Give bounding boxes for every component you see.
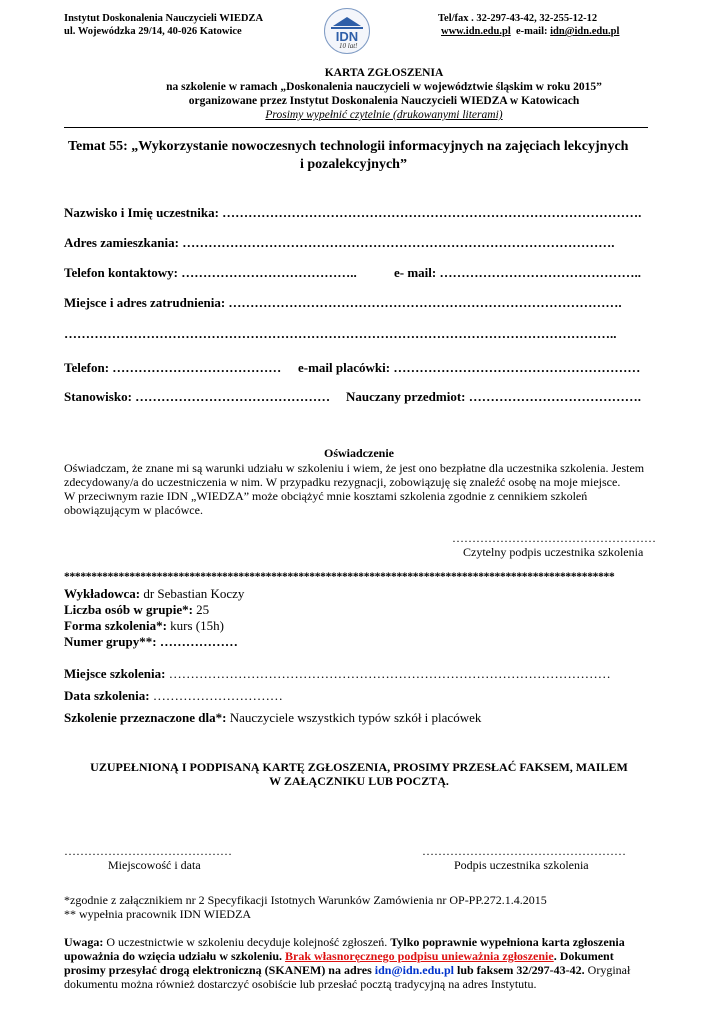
workplace-field[interactable]: Miejsce i adres zatrudnienia: ………………………………………………………………………………. (64, 295, 622, 310)
notice-text-2: Tylko poprawnie wypełniona karta zgłoszenia (390, 935, 625, 949)
title-divider (64, 127, 648, 128)
notice-text-1: O uczestnictwie w szkoleniu decyduje kolejność zgłoszeń. (103, 935, 391, 949)
people-label: Liczba osób w grupie*: (64, 602, 193, 617)
notice-text-8: lub faksem 32/297-43-42. (453, 963, 585, 977)
logo-text: IDN (335, 29, 359, 44)
place-row (64, 666, 611, 682)
email-field[interactable]: e- mail: ……………………………………….. (394, 265, 641, 280)
training-form-label: Forma szkolenia*: (64, 618, 167, 633)
notice-line-4: dokumentu można również dostarczyć osobiście lub przesłać pocztą tradycyjną na adres Instytutu. (64, 977, 537, 991)
group-value[interactable]: ……………… (156, 634, 238, 649)
position-field[interactable]: Stanowisko: ……………………………………… (64, 389, 331, 404)
place-value[interactable]: ………………………………………………………………………………………… (165, 666, 611, 681)
form-title: KARTA ZGŁOSZENIA (324, 67, 444, 79)
lecturer-row (64, 586, 244, 602)
group-row (64, 634, 238, 650)
roof-shape (331, 17, 363, 29)
title-line-1: na szkolenie w ramach „Doskonalenia nauczycieli w województwie śląskim w roku 2015” (166, 81, 602, 93)
star-separator: ***************************************************************************************************** (64, 571, 615, 583)
email-label: e-mail: (516, 26, 548, 37)
lecturer-label: Wykładowca: (64, 586, 141, 601)
email-link[interactable]: idn@idn.edu.pl (550, 26, 620, 37)
subject-field[interactable]: Nauczany przedmiot: …………………………………. (346, 389, 642, 404)
group-label: Numer grupy**: (64, 634, 157, 649)
declaration-line-2: zdecydowany/a do uczestniczenia w nim. W przypadku rezygnacji, zobowiązuję się znaleźć osobę na moje miejsce. (64, 475, 621, 489)
notice-line-2 (64, 949, 614, 964)
signature-dots[interactable]: …………………………………………… (452, 531, 656, 545)
title-line-2: organizowane przez Instytut Doskonalenia Nauczycieli WIEDZA w Katowicach (188, 95, 580, 107)
place-date-dots[interactable]: …………………………………… (64, 844, 232, 858)
declaration-line-1: Oświadczam, że znane mi są warunki udziału w szkoleniu i wiem, że jest ono bezpłatne dla uczestnika szkolenia. Jestem (64, 461, 645, 475)
topic-line-2: i pozalekcyjnych” (300, 157, 407, 172)
instruction-line-1: UZUPEŁNIONĄ I PODPISANĄ KARTĘ ZGŁOSZENIA, PROSIMY PRZESŁAĆ FAKSEM, MAILEM (90, 760, 628, 774)
declaration-line-3: W przeciwnym razie IDN „WIEDZA” może obciążyć mnie kosztami szkolenia zgodnie z cennikiem szkoleń (64, 489, 588, 503)
people-row (64, 602, 209, 618)
institute-name: Instytut Doskonalenia Nauczycieli WIEDZA (64, 13, 264, 24)
notice-text-9: Oryginał (584, 963, 631, 977)
website-link[interactable]: www.idn.edu.pl (441, 26, 511, 37)
declaration-line-4: obowiązującym w placówce. (64, 503, 203, 517)
work-phone-field[interactable]: Telefon: ………………………………… (64, 360, 282, 375)
date-row (64, 688, 283, 704)
notice-line-3 (64, 963, 630, 978)
people-value: 25 (192, 602, 210, 617)
notice-text-3: upoważnia do wzięcia udziału w szkoleniu. (64, 949, 286, 963)
lecturer-value: dr Sebastian Koczy (140, 586, 245, 601)
signature-label: Czytelny podpis uczestnika szkolenia (463, 545, 644, 559)
notice-text-6: prosimy przesyłać drogą elektroniczną (SKANEM) na adres (64, 963, 375, 977)
logo-subtext: 10 lat! (339, 42, 358, 50)
place-label: Miejsce szkolenia: (64, 666, 166, 681)
address-field[interactable]: Adres zamieszkania: ………………………………………………………………………………………. (64, 235, 615, 250)
footnote-1: *zgodnie z załącznikiem nr 2 Specyfikacji Istotnych Warunków Zamówienia nr OP-PP.272.1.4.2015 (64, 893, 547, 907)
work-email-field[interactable]: e-mail placówki: ………………………………………………… (298, 360, 641, 375)
workplace-field-continued[interactable]: ……………………………………………………………………………………………………………….. (64, 326, 617, 341)
notice-label: Uwaga: (64, 935, 104, 949)
name-field[interactable]: Nazwisko i Imię uczestnika: ……………………………………………………………………………………. (64, 205, 642, 220)
declaration-title: Oświadczenie (324, 446, 394, 460)
training-form-row (64, 618, 224, 634)
fill-note: Prosimy wypełnić czytelnie (drukowanymi literami) (265, 109, 503, 121)
place-date-label: Miejscowość i data (108, 858, 201, 872)
footnote-2: ** wypełnia pracownik IDN WIEDZA (64, 907, 252, 921)
notice-warning: Brak własnoręcznego podpisu unieważnia zgłoszenie (285, 949, 554, 963)
institute-address: ul. Wojewódzka 29/14, 40-026 Katowice (64, 26, 242, 37)
participant-signature-label: Podpis uczestnika szkolenia (454, 858, 589, 872)
notice-line-1 (64, 935, 625, 950)
target-label: Szkolenie przeznaczone dla*: (64, 710, 227, 725)
participant-signature-dots[interactable]: …………………………………………… (422, 844, 626, 858)
date-label: Data szkolenia: (64, 688, 150, 703)
phone-field[interactable]: Telefon kontaktowy: ………………………………….. (64, 265, 357, 280)
target-value: Nauczyciele wszystkich typów szkół i placówek (226, 710, 482, 725)
notice-email-link[interactable]: idn@idn.edu.pl (374, 963, 454, 977)
topic-line-1: Temat 55: „Wykorzystanie nowoczesnych technologii informacyjnych na zajęciach lekcyjnych (68, 139, 629, 154)
contact-line (441, 25, 619, 38)
training-form-value: kurs (15h) (166, 618, 224, 633)
target-row (64, 710, 481, 726)
idn-logo (324, 8, 370, 54)
date-value[interactable]: ………………………… (149, 688, 283, 703)
notice-text-5: . Dokument (553, 949, 614, 963)
instruction-line-2: W ZAŁĄCZNIKU LUB POCZTĄ. (269, 774, 449, 788)
telfax: Tel/fax . 32-297-43-42, 32-255-12-12 (438, 13, 598, 24)
